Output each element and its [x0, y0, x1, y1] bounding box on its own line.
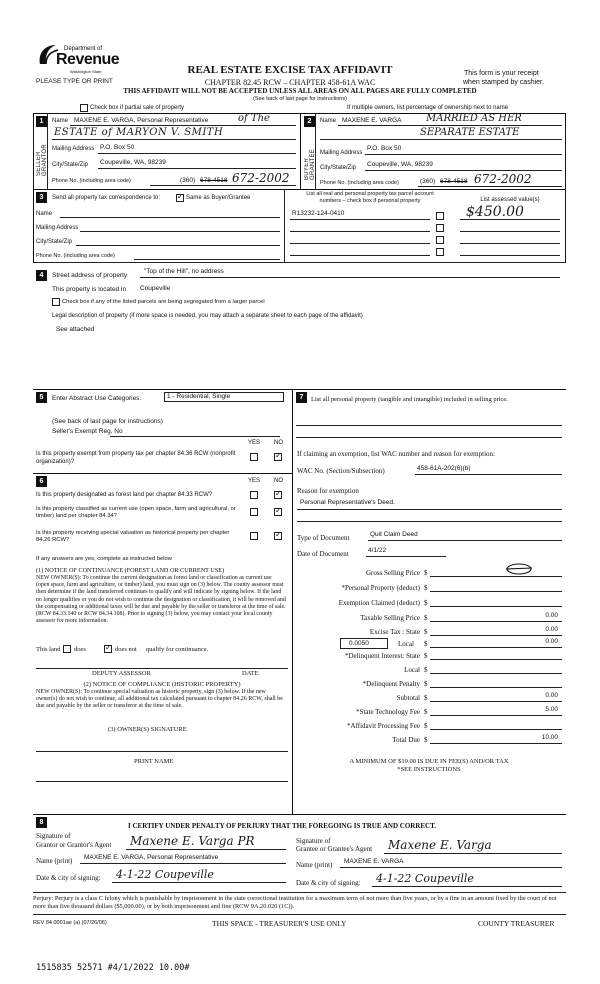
tech-fee-dollar: $	[424, 708, 428, 716]
seller-phone-area: (360)	[180, 177, 196, 184]
grantor-sig-label-1: Signature of	[36, 832, 71, 840]
s6-notice-2-body: NEW OWNER(S): To continue special valuation as historic property, sign (3) below. If the new owner(s) do not wish to continue, all additional tax calculated pursuant to chapter 84.26 RCW, shall be due and payable by the seller or transferor at the time of sale.	[36, 689, 283, 710]
wac-label: WAC No. (Section/Subsection)	[297, 467, 385, 475]
parcel-2-field[interactable]	[290, 224, 430, 232]
section-8-number: 8	[36, 817, 47, 828]
type-document-field[interactable]: Quit Claim Deed	[368, 531, 562, 541]
seller-name-typed: MAXENE E. VARGA, Personal Representative	[74, 117, 209, 124]
s3-city-label: City/State/Zip	[36, 239, 73, 245]
buyer-city-field[interactable]: Coupeville, WA, 98239	[365, 161, 562, 171]
exempt-reg-label: Seller's Exempt Reg. No	[52, 428, 123, 435]
s6-q1: Is this property designated as forest land per chapter 84.33 RCW?	[36, 492, 213, 498]
certify-statement: I CERTIFY UNDER PENALTY OF PERJURY THAT THE FOREGOING IS TRUE AND CORRECT.	[128, 822, 437, 830]
reason-line-2[interactable]	[297, 514, 562, 522]
personal-dollar: $	[424, 584, 428, 592]
parcel-2-personal-checkbox[interactable]	[436, 224, 444, 232]
assessed-2-field[interactable]	[460, 224, 560, 232]
excise-local-dollar: $	[424, 640, 428, 648]
buyer-name-label: Name	[320, 118, 337, 124]
located-in-value: Coupeville	[140, 285, 171, 292]
grantor-sig-label-2: Grantor or Grantor's Agent	[36, 841, 112, 849]
buyer-name-typed: MAXENE E. VARGA	[342, 117, 402, 124]
street-address-label: Street address of property	[52, 272, 128, 279]
s6-yes-header: YES	[248, 478, 261, 484]
buyer-mailing-field[interactable]: P.O. Box 50	[365, 145, 562, 155]
same-as-buyer-checkbox[interactable]	[176, 194, 184, 202]
s3-mailing-field[interactable]	[80, 223, 280, 232]
wac-field[interactable]: 458-61A-202(6)(b)	[415, 465, 562, 475]
s12-divider	[300, 113, 301, 190]
s6-q3-no-checkbox[interactable]	[274, 532, 282, 540]
s3-left-border	[33, 189, 34, 262]
does-not-label: does not	[115, 646, 137, 653]
delinquent-penalty-dollar: $	[424, 680, 428, 688]
s3-right-border	[565, 189, 566, 262]
does-not-checkbox[interactable]	[104, 645, 112, 653]
assessed-3-field[interactable]	[460, 236, 560, 244]
grantor-name-field[interactable]: MAXENE E. VARGA, Personal Representative	[80, 854, 286, 864]
affidavit-fee-label: *Affidavit Processing Fee	[347, 722, 420, 730]
buyer-side-rule	[315, 113, 316, 190]
taxable-selling-label: Taxable Selling Price	[360, 614, 420, 622]
buyer-side-label: BUYER GRANTEE	[304, 148, 316, 180]
grantee-date-field[interactable]: 4-1-22 Coupeville	[372, 872, 562, 887]
same-as-buyer-label: Same as Buyer/Grantee	[186, 195, 251, 201]
seller-phone-label: Phone No. (including area code)	[52, 178, 131, 184]
abstract-use-field[interactable]: 1 - Residential, Single	[164, 392, 284, 402]
dept-label: Department of	[64, 46, 103, 52]
taxable-dollar: $	[424, 614, 428, 622]
assessed-value-header: List assessed value(s)	[480, 197, 540, 203]
treasurer-space: THIS SPACE - TREASURER'S USE ONLY	[212, 919, 347, 928]
parcel-3-personal-checkbox[interactable]	[436, 236, 444, 244]
s5-q1-no-checkbox[interactable]	[274, 453, 282, 461]
gross-dollar: $	[424, 569, 428, 577]
recording-stamp: 1515835 52571 #4/1/2022 10.00#	[36, 963, 190, 973]
seller-phone-handwritten: 672-2002	[232, 171, 290, 185]
s5-no-header: NO	[274, 440, 283, 446]
seller-mailing-field[interactable]: P.O. Box 50	[98, 144, 296, 154]
buyer-name-handwritten-2: SEPARATE ESTATE	[320, 127, 562, 140]
county-treasurer: COUNTY TREASURER	[478, 919, 555, 928]
exemption-deduct-field[interactable]	[430, 597, 562, 607]
seller-phone-struck: 678-4518	[200, 177, 228, 184]
exemption-deduct-label: Exemption Claimed (deduct)	[338, 599, 420, 607]
logo-text: Revenue	[56, 51, 120, 68]
personal-deduct-label: *Personal Property (deduct)	[341, 584, 420, 592]
grantee-signature[interactable]: Maxene E. Varga	[384, 838, 562, 854]
multiple-owners-label: If multiple owners, list percentage of ownership next to name	[347, 105, 509, 111]
s6-notice-2-title: (2) NOTICE OF COMPLIANCE (HISTORIC PROPERTY)	[83, 681, 241, 688]
s3-phone-field[interactable]	[134, 251, 280, 260]
buyer-name-handwritten-1: MARRIED AS HER	[426, 113, 522, 124]
does-checkbox[interactable]	[63, 645, 71, 653]
seller-city-field[interactable]: Coupeville, WA, 98239	[98, 159, 296, 169]
taxable-selling-field[interactable]: 0.00	[430, 612, 562, 622]
s12-left-border	[33, 113, 34, 190]
claiming-exemption-label: If claiming an exemption, list WAC number and reason for exemption:	[297, 450, 495, 458]
assessed-value-field[interactable]: $450.00	[460, 204, 560, 220]
reason-label: Reason for exemption	[297, 487, 359, 495]
s3-name-label: Name	[36, 211, 53, 217]
abstract-use-label: Enter Abstract Use Categories:	[52, 395, 142, 402]
parcel-4-personal-checkbox[interactable]	[436, 248, 444, 256]
revenue-logo	[36, 38, 126, 78]
deputy-sig-line	[36, 668, 288, 669]
seller-phone-field[interactable]	[150, 171, 296, 186]
s5-yes-header: YES	[248, 440, 261, 446]
local-rate-field[interactable]: 0.0050	[340, 638, 388, 649]
segregated-checkbox[interactable]	[52, 298, 60, 306]
buyer-phone-field[interactable]	[418, 172, 562, 187]
s3-city-field[interactable]	[76, 237, 280, 246]
section-6-number: 6	[36, 476, 47, 487]
excise-state-field[interactable]: 0.00	[430, 626, 562, 636]
s6-if-yes: If any answers are yes, complete as instructed below	[36, 556, 172, 562]
owner-sig-line[interactable]	[36, 751, 288, 752]
see-instructions: *SEE INSTRUCTIONS	[397, 766, 461, 773]
parcel-3-field[interactable]	[290, 236, 430, 244]
delinquent-penalty-field[interactable]	[430, 678, 562, 688]
does-label: does	[74, 646, 86, 653]
parcel-4-field[interactable]	[290, 248, 430, 256]
deputy-assessor-label: DEPUTY ASSESSOR	[92, 670, 151, 677]
s8-top-border	[33, 814, 566, 815]
see-back-top: (See back of last page for instructions)	[253, 96, 347, 102]
seller-side-label: SELLER GRANTOR	[36, 144, 48, 176]
excise-local-field[interactable]: 0.00	[430, 638, 562, 648]
s57-mid-border	[292, 389, 293, 814]
print-name-line[interactable]	[36, 781, 288, 782]
perjury-bottom-rule	[33, 914, 566, 915]
grantor-date-label: Date & city of signing:	[36, 874, 101, 882]
grantor-name-label: Name (print)	[36, 857, 73, 865]
tech-fee-field[interactable]: 5.00	[430, 706, 562, 716]
seller-name-label: Name	[52, 118, 69, 124]
s3-phone-label: Phone No. (including area code)	[36, 253, 115, 259]
date-document-field[interactable]: 4/1/22	[366, 547, 446, 557]
form-chapter: CHAPTER 82.45 RCW – CHAPTER 458-61A WAC	[204, 78, 376, 87]
grantee-sig-label-1: Signature of	[296, 837, 331, 845]
delinquent-local-field[interactable]	[430, 664, 562, 674]
s6-q2-no-checkbox[interactable]	[274, 508, 282, 516]
buyer-mailing-label: Mailing Address	[320, 150, 363, 156]
owner-signature-label: (3) OWNER(S) SIGNATURE	[108, 726, 187, 733]
located-in-label: This property is located in	[52, 286, 127, 293]
exempt-reg-field[interactable]	[110, 428, 280, 437]
delinquent-state-field[interactable]	[430, 650, 562, 660]
delinquent-local-label: Local	[404, 666, 420, 674]
total-due-label: Total Due	[392, 736, 420, 744]
buyer-phone-area: (360)	[420, 178, 436, 185]
personal-deduct-field[interactable]	[430, 582, 562, 592]
affidavit-fee-field[interactable]	[430, 720, 562, 730]
s6-top-border	[33, 473, 293, 474]
delinquent-state-label: *Delinquent Interest: State	[344, 652, 420, 660]
reason-field[interactable]: Personal Representative's Deed.	[297, 499, 562, 510]
s5-q1: Is this property exempt from property tax per chapter 84.36 RCW (nonprofit organization)?	[36, 451, 236, 465]
s12-right-border	[565, 113, 566, 190]
section-5-number: 5	[36, 392, 47, 403]
gross-selling-field[interactable]	[430, 566, 562, 577]
form-title: REAL ESTATE EXCISE TAX AFFIDAVIT	[187, 64, 393, 76]
seller-name-handwritten-2: ESTATE of MARYON V. SMITH	[52, 127, 296, 140]
s5-see-back: (See back of last page for instructions)	[52, 418, 163, 425]
list-personal-property: List all personal property (tangible and intangible) included in selling price.	[311, 396, 508, 403]
total-due-field[interactable]: 10.00	[430, 734, 562, 744]
parcel-1-personal-checkbox[interactable]	[436, 212, 444, 220]
this-land-label: This land	[36, 646, 61, 653]
s57-top-border	[33, 389, 566, 390]
section-2-number: 2	[304, 116, 315, 127]
tech-fee-label: *State Technology Fee	[356, 708, 420, 716]
seller-side-rule	[47, 113, 48, 190]
grantee-name-label: Name (print)	[296, 861, 333, 869]
parcel-list-header-1: List all real and personal property tax parcel account	[306, 191, 434, 197]
s3-name-field[interactable]	[60, 209, 280, 218]
grantor-signature[interactable]: Maxene E. Varga PR	[126, 834, 286, 850]
s6-q2-yes-checkbox[interactable]	[250, 508, 258, 516]
delinquent-penalty-label: *Delinquent Penalty	[362, 680, 420, 688]
seller-mailing-label: Mailing Address	[52, 146, 95, 152]
seller-name-handwritten-1: of The	[238, 113, 270, 124]
legal-description-label: Legal description of property (if more space is needed, you may attach a separate sheet to each page of the affidavit)	[52, 313, 363, 319]
s5-q1-yes-checkbox[interactable]	[250, 453, 258, 461]
segregated-label: Check box if any of the listed parcels are being segregated from a larger parcel	[62, 299, 265, 305]
gross-selling-label: Gross Selling Price	[365, 569, 420, 577]
receipt-text-1: This form is your receipt	[464, 70, 539, 77]
grantee-date-label: Date & city of signing:	[296, 879, 361, 887]
buyer-city-label: City/State/Zip	[320, 165, 357, 171]
delinquent-state-dollar: $	[424, 652, 428, 660]
deputy-date-label: DATE	[242, 670, 259, 677]
seller-city-label: City/State/Zip	[52, 162, 89, 168]
date-document-label: Date of Document	[297, 550, 349, 558]
assessed-4-field[interactable]	[460, 248, 560, 256]
logo-state: Washington State	[70, 69, 102, 74]
qualify-label: qualify for continuance.	[146, 646, 209, 653]
s3-mailing-label: Mailing Address	[36, 225, 79, 231]
s3-divider	[284, 189, 285, 262]
gross-zero-handwritten-icon	[504, 562, 534, 576]
subtotal-label: Subtotal	[396, 694, 420, 702]
affidavit-fee-dollar: $	[424, 722, 428, 730]
seller-name-field[interactable]	[70, 115, 296, 126]
buyer-phone-label: Phone No. (including area code)	[320, 180, 399, 186]
buyer-phone-handwritten: 672-2002	[474, 172, 532, 186]
perjury-notice: Perjury: Perjury is a class C felony which is punishable by imprisonment in the state correctional institution for a maximum term of not more than five years, or by a fine in an amount fixed by the court of not more than five thousand dollars ($5,000.00), or by both imprisonment and fine (RCW 9A.20.020 (1C)).	[33, 895, 557, 910]
parcel-list-header-2: numbers – check box if personal property	[319, 198, 421, 204]
grantor-date-field[interactable]: 4-1-22 Coupeville	[112, 868, 286, 883]
print-name-label: PRINT NAME	[134, 758, 174, 765]
receipt-text-2: when stamped by cashier.	[463, 79, 544, 86]
rev-number: REV 84 0001ae (a) (07/26/06)	[33, 920, 107, 926]
personal-property-line-1[interactable]	[296, 418, 562, 426]
grantee-name-field[interactable]: MAXENE E. VARGA	[340, 858, 562, 868]
street-address-field[interactable]: "Top of the Hill", no address	[140, 268, 560, 278]
exemption-dollar: $	[424, 599, 428, 607]
grantee-sig-label-2: Grantee or Grantee's Agent	[296, 845, 373, 853]
s6-q3: Is this property receiving special valuation as historical property per chapter 84.26 RCW?	[36, 530, 230, 543]
legal-description-value: See attached	[56, 326, 95, 333]
s6-q3-yes-checkbox[interactable]	[250, 532, 258, 540]
please-type: PLEASE TYPE OR PRINT	[36, 78, 113, 85]
partial-sale-checkbox[interactable]	[80, 104, 88, 112]
s6-no-header: NO	[274, 478, 283, 484]
s3-bottom-border	[33, 262, 566, 263]
section-1-number: 1	[36, 116, 47, 127]
partial-sale-label: Check box if partial sale of property	[90, 105, 185, 111]
form-warning: THIS AFFIDAVIT WILL NOT BE ACCEPTED UNLESS ALL AREAS ON ALL PAGES ARE FULLY COMPLETED	[123, 87, 477, 95]
buyer-name-field[interactable]	[338, 115, 562, 126]
excise-local-label: Local	[398, 640, 414, 648]
s6-notice-1-title: (1) NOTICE OF CONTINUANCE (FOREST LAND OR CURRENT USE)	[36, 567, 225, 574]
s6-q1-no-checkbox[interactable]	[274, 491, 282, 499]
perjury-top-rule	[33, 892, 566, 893]
minimum-due-notice: A MINIMUM OF $10.00 IS DUE IN FEE(S) AND/OR TAX	[349, 758, 509, 765]
s6-notice-1-body: NEW OWNER(S): To continue the current designation as forest land or classification as current use (open space, farm and agriculture, or timber) land, you must sign on (3) below. The county assessor must then determine if the land transferred continues to qualify and will indicate by signing below. If the land no longer qualifies or you do not wish to continue the designation or classification, it will be removed and the compensating or additional taxes will be due and payable by the seller or transferor at the time of sale. (RCW 84.33.140 or RCW 84.34.108). Prior to signing (3) below, you may contact your local county assessor for more information.	[36, 575, 286, 625]
send-correspondence-label: Send all property tax correspondence to:	[52, 195, 161, 201]
total-due-dollar: $	[424, 736, 428, 744]
s6-q1-yes-checkbox[interactable]	[250, 491, 258, 499]
section-7-number: 7	[296, 392, 307, 403]
subtotal-dollar: $	[424, 694, 428, 702]
type-document-label: Type of Document	[297, 534, 350, 542]
personal-property-line-2[interactable]	[296, 430, 562, 438]
s6-q2: Is this property classified as current use (open space, farm and agricultural, or timber) land per chapter 84.34?	[36, 506, 236, 519]
delinquent-local-dollar: $	[424, 666, 428, 674]
section-4-number: 4	[36, 270, 47, 281]
subtotal-field[interactable]: 0.00	[430, 692, 562, 702]
excise-state-dollar: $	[424, 628, 428, 636]
section-3-number: 3	[36, 192, 47, 203]
parcel-number-field[interactable]: R13232-124-0410	[290, 210, 430, 220]
excise-state-label: Excise Tax : State	[369, 628, 420, 636]
buyer-phone-struck: 678-4518	[440, 178, 468, 185]
